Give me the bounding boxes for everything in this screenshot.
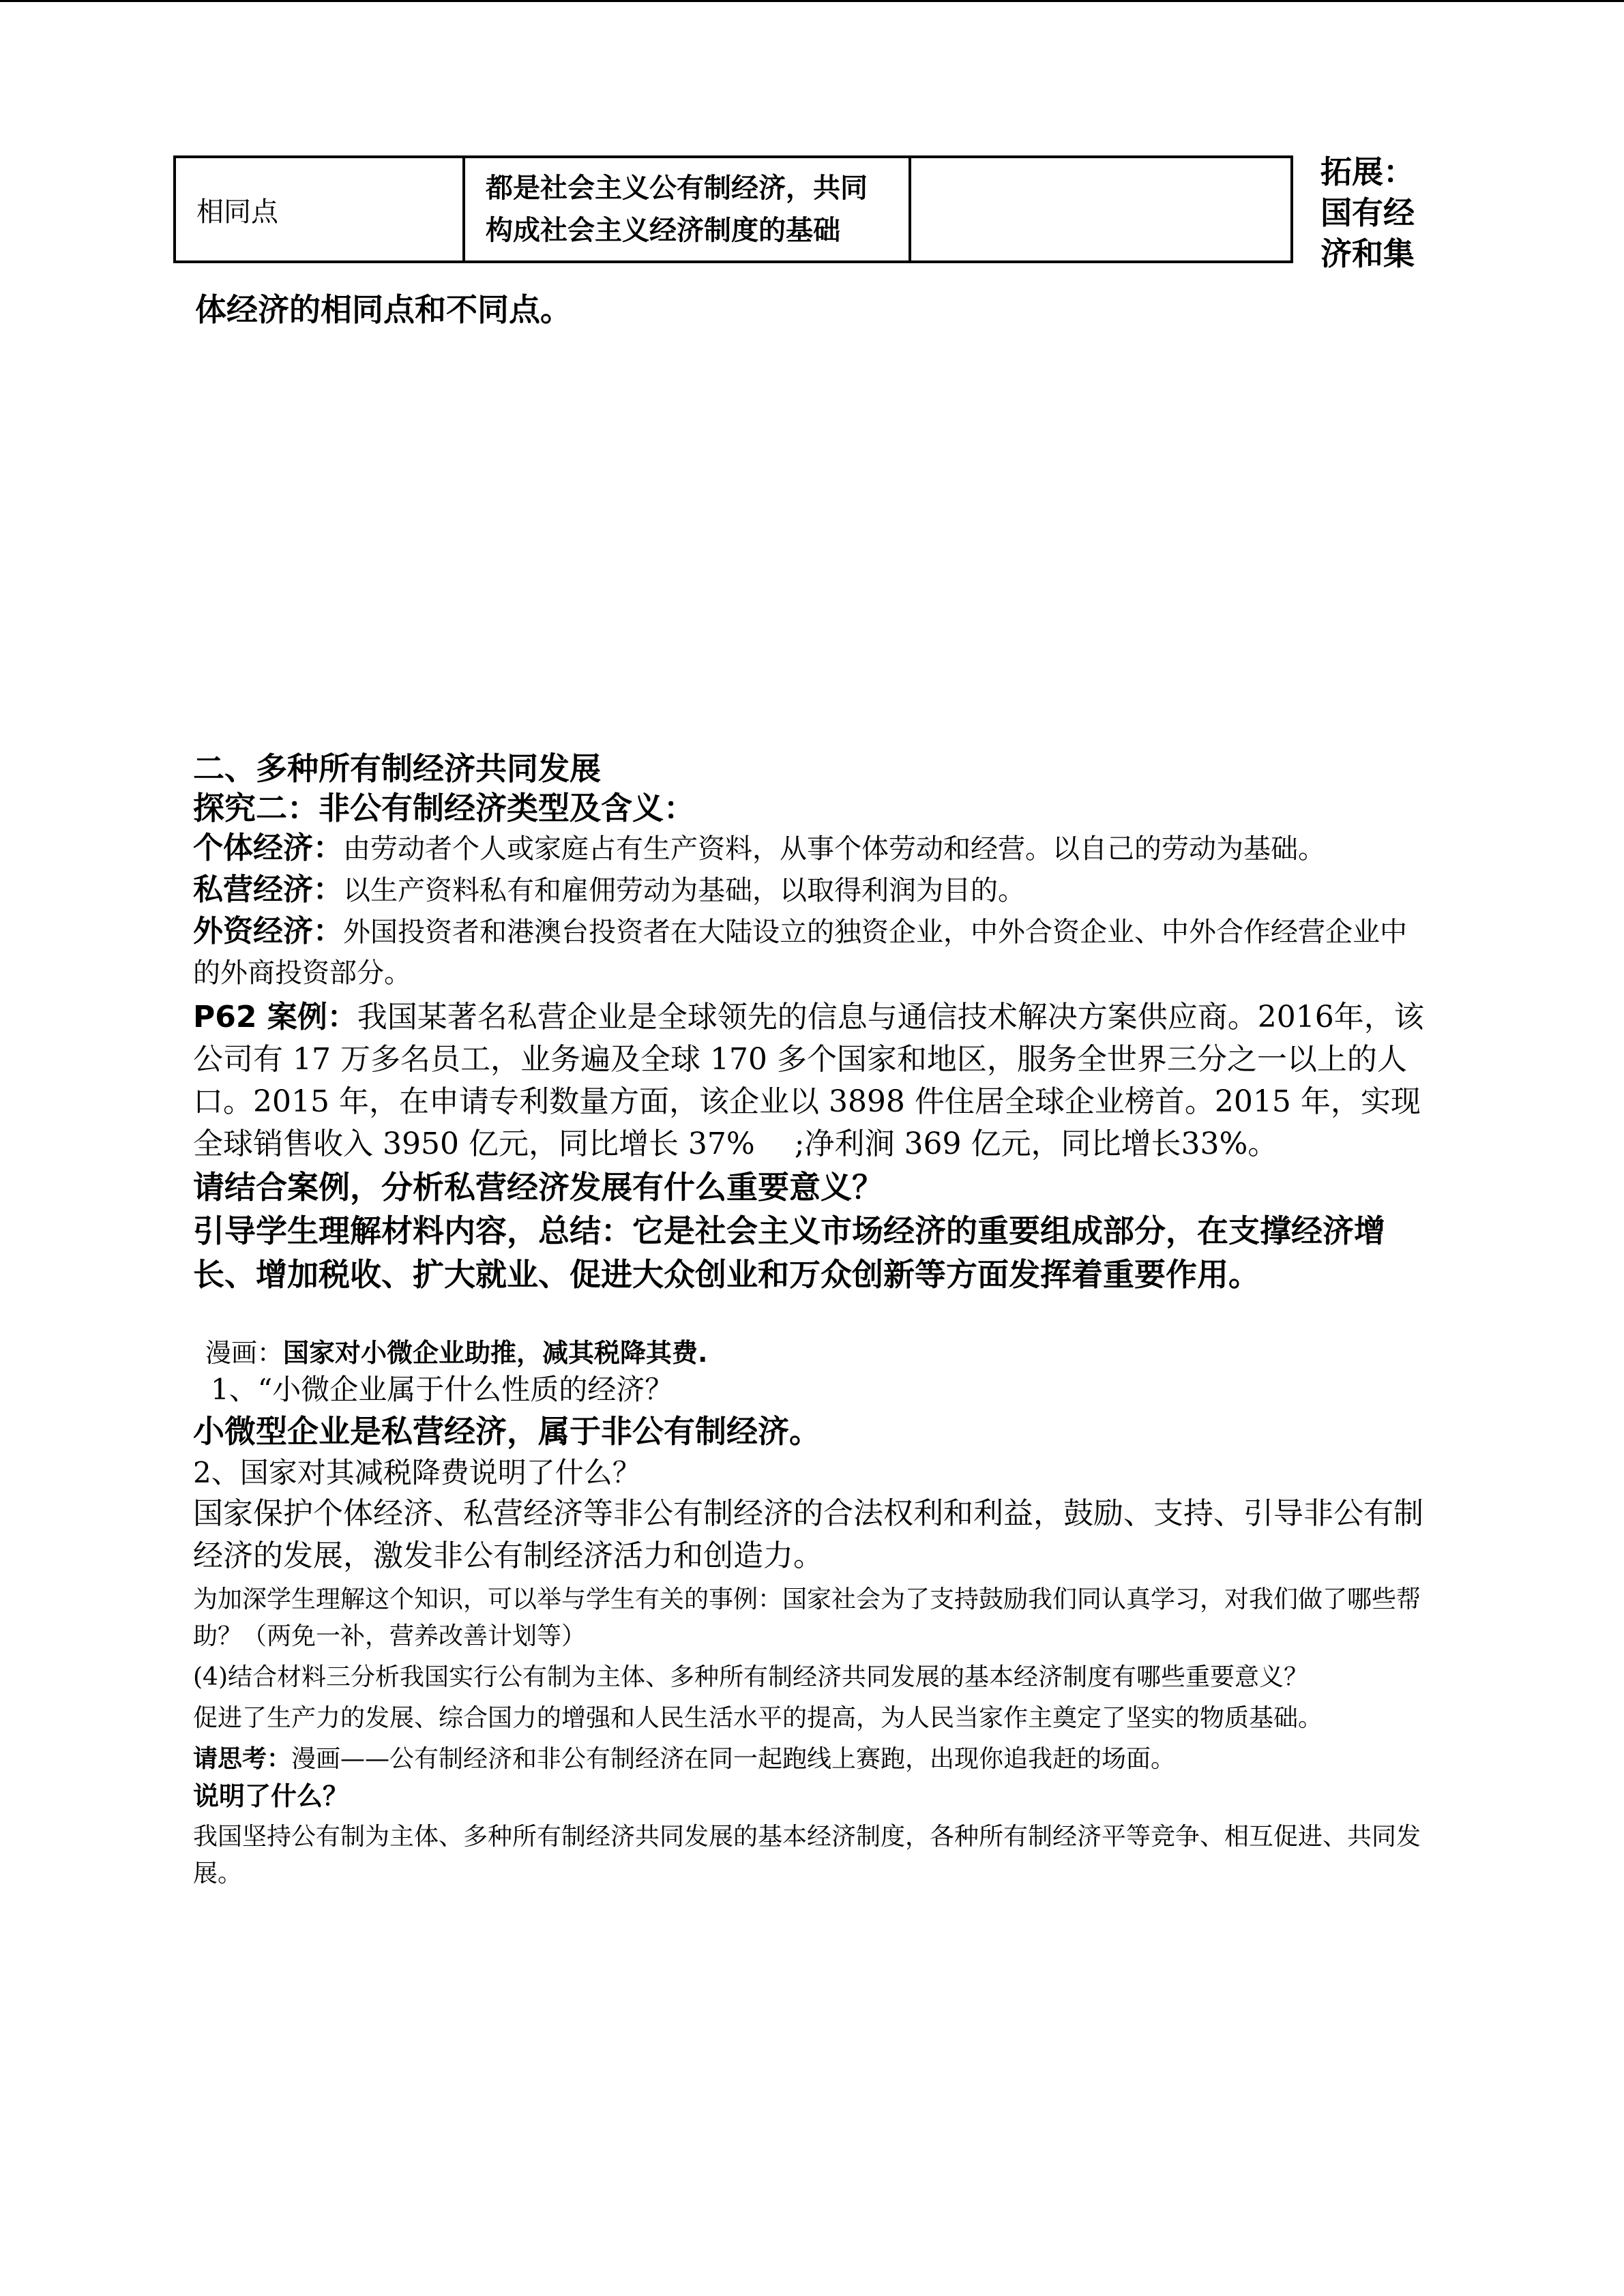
side-note-line: 济和集 <box>1320 235 1415 272</box>
definition-text: 由劳动者个人或家庭占有生产资料，从事个体劳动和经营。以自己的劳动为基础。 <box>343 833 1325 865</box>
think-question: 说明了什么？ <box>193 1781 349 1811</box>
explore-title: 探究二：非公有制经济类型及含义： <box>193 790 695 826</box>
side-note-line: 拓展： <box>1320 153 1415 190</box>
answer-2: 国家保护个体经济、私营经济等非公有制经济的合法权利和利益，鼓励、支持、引导非公有制经济的发展，激发非公有制经济活力和创造力。 <box>193 1496 1423 1573</box>
case-paragraph <box>193 996 1428 1165</box>
side-note-line: 国有经 <box>1320 194 1415 231</box>
definition-label: 外资经济： <box>193 914 343 949</box>
answer-4: 促进了生产力的发展、综合国力的增强和人民生活水平的提高，为人民当家作主奠定了坚实的物质基础。 <box>193 1704 1323 1732</box>
side-note <box>1320 151 1436 274</box>
example-note: 为加深学生理解这个知识，可以举与学生有关的事例：国家社会为了支持鼓励我们同认真学习，对我们做了哪些帮助？（两免一补，营养改善计划等） <box>193 1585 1421 1650</box>
definition-label: 个体经济： <box>193 831 343 865</box>
comparison-table <box>173 155 1293 263</box>
case-label: P62 案例： <box>193 1000 357 1034</box>
definition-foreign <box>193 911 1428 994</box>
definition-individual <box>193 828 1428 869</box>
table-row <box>175 157 1292 262</box>
guide-summary: 引导学生理解材料内容，总结：它是社会主义市场经济的重要组成部分，在支撑经济增长、增加税收、扩大就业、促进大众创业和万众创新等方面发挥着重要作用。 <box>193 1212 1385 1293</box>
answer-1: 小微型企业是私营经济，属于非公有制经济。 <box>193 1413 821 1450</box>
definition-private <box>193 869 1428 911</box>
definition-text: 以生产资料私有和雇佣劳动为基础，以取得利润为目的。 <box>343 875 1025 906</box>
page-top-border <box>0 0 1624 2</box>
definition-text: 外国投资者和港澳台投资者在大陆设立的独资企业，中外合资企业、中外合作经营企业中的外商投资部分。 <box>193 916 1407 989</box>
main-content <box>193 749 1428 1892</box>
table-cell-content: 都是社会主义公有制经济，共同构成社会主义经济制度的基础 <box>464 157 910 262</box>
section-heading: 二、多种所有制经济共同发展 <box>193 750 601 787</box>
question-2: 2、国家对其减税降费说明了什么？ <box>193 1456 641 1489</box>
question-1: 1、“小微企业属于什么性质的经济？ <box>211 1373 674 1406</box>
table-cell-label: 相同点 <box>175 157 464 262</box>
think-label: 请思考： <box>193 1745 292 1773</box>
side-note-continuation: 体经济的相同点和不同点。 <box>195 291 572 328</box>
question-4: (4)结合材料三分析我国实行公有制为主体、多种所有制经济共同发展的基本经济制度有哪些重要意义？ <box>193 1663 1308 1691</box>
comic-label: 漫画： <box>205 1338 284 1368</box>
think-answer: 我国坚持公有制为主体、多种所有制经济共同发展的基本经济制度，各种所有制经济平等竞争、相互促进、共同发展。 <box>193 1823 1421 1888</box>
case-question: 请结合案例，分析私营经济发展有什么重要意义？ <box>193 1169 883 1206</box>
definition-label: 私营经济： <box>193 872 343 907</box>
think-text: 漫画——公有制经济和非公有制经济在同一起跑线上赛跑，出现你追我赶的场面。 <box>291 1745 1176 1773</box>
comic-caption-text: 国家对小微企业助推，减其税降其费. <box>283 1338 708 1368</box>
comic-caption <box>193 1336 1428 1370</box>
table-cell-empty <box>910 157 1292 262</box>
case-text: 我国某著名私营企业是全球领先的信息与通信技术解决方案供应商。2016年，该公司有 17 万多名员工，业务遍及全球 170 多个国家和地区，服务全世界三分之一以上的人口。2015 年，在申请专利数量方面，该企业以 3898 件住居全球企业榜首。2015 年，实现全球销售收入 3950 亿元，同比增长 37% ;净利涧 369 亿元，同比增长33%。 <box>193 1000 1424 1161</box>
think-paragraph <box>193 1741 1428 1778</box>
